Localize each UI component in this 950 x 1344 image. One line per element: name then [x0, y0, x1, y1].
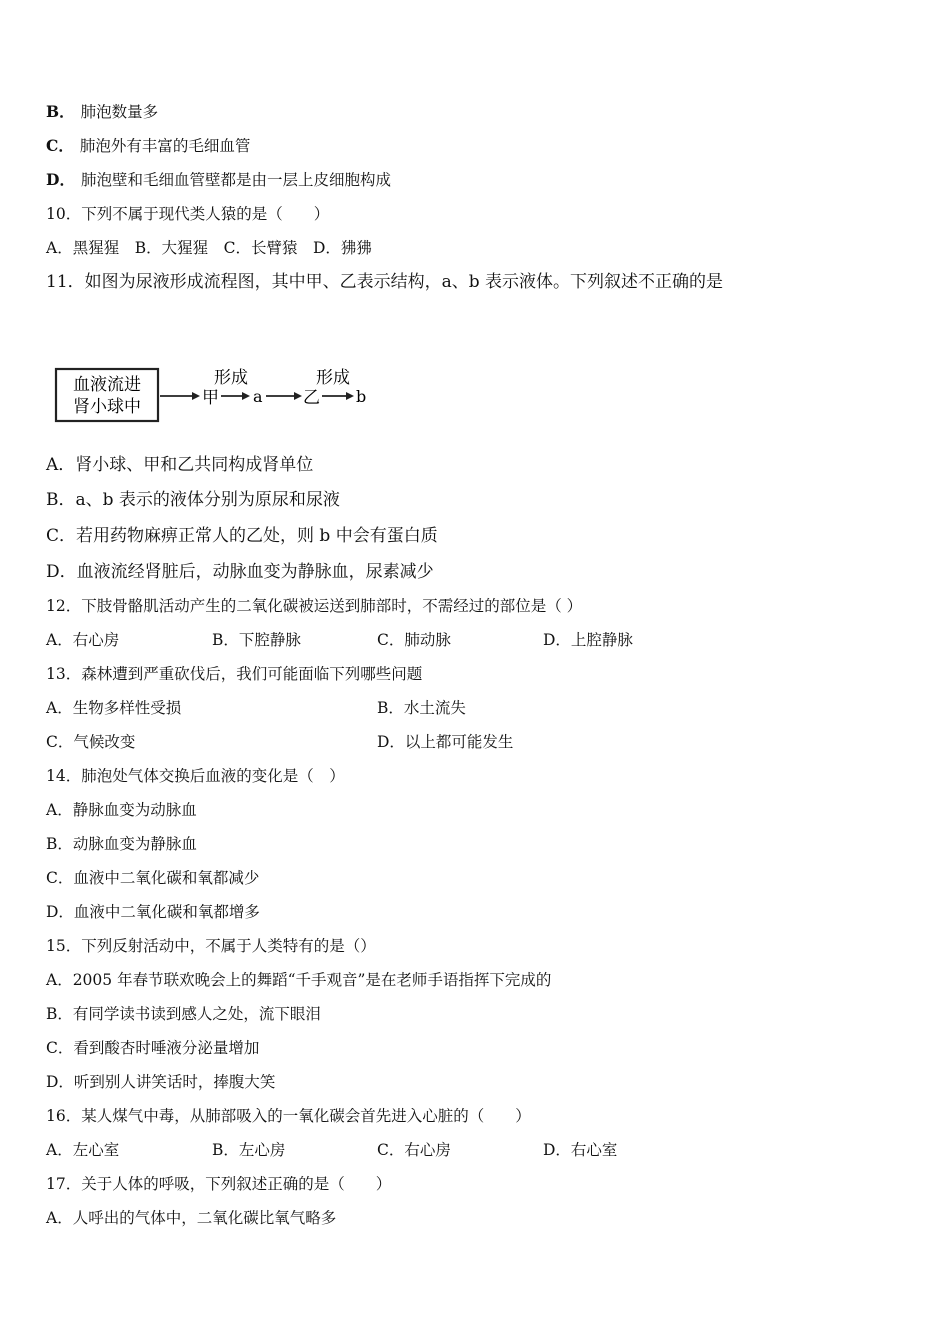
arrow-3-head: [294, 392, 302, 400]
q11-option-b: B．a、b 表示的液体分别为原尿和尿液: [46, 490, 340, 510]
q14-option-c: C．血液中二氧化碳和氧都减少: [46, 869, 260, 887]
q12-options: [46, 630, 906, 650]
q13-options-row1: [46, 698, 906, 718]
q13-options-row2: [46, 732, 906, 752]
q14-option-a: A．静脉血变为动脉血: [46, 801, 197, 819]
q15-option-c: C．看到酸杏时唾液分泌量增加: [46, 1039, 260, 1057]
q9-option-d: [46, 170, 391, 190]
q11-option-d: D．血液流经肾脏后，动脉血变为静脉血，尿素减少: [46, 562, 434, 582]
q15-stem: 15．下列反射活动中，不属于人类特有的是（）: [46, 937, 376, 955]
diagram-jia: 甲: [202, 388, 219, 408]
arrow-2-head: [242, 392, 250, 400]
diagram-form-2: 形成: [316, 368, 350, 388]
q13-option-b: B．水土流失: [377, 699, 466, 717]
q11-option-c: C．若用药物麻痹正常人的乙处，则 b 中会有蛋白质: [46, 526, 438, 546]
q13-option-d: D．以上都可能发生: [377, 733, 514, 751]
q14-option-b: B．动脉血变为静脉血: [46, 835, 197, 853]
q9-option-d-label: D．: [46, 170, 75, 189]
q12-option-b: B．下腔静脉: [212, 631, 301, 649]
q17-stem: 17．关于人体的呼吸，下列叙述正确的是（ ）: [46, 1175, 392, 1193]
q13-option-a: A．生物多样性受损: [46, 699, 182, 717]
q13-option-c: C．气候改变: [46, 733, 136, 751]
q16-option-d: D．右心室: [543, 1141, 618, 1159]
q9-option-b-label: B．: [46, 102, 75, 121]
diagram-yi: 乙: [303, 388, 320, 408]
q12-option-c: C．肺动脉: [377, 631, 451, 649]
q9-option-c-text: 肺泡外有丰富的毛细血管: [79, 137, 251, 155]
q13-stem: 13．森林遭到严重砍伐后，我们可能面临下列哪些问题: [46, 665, 423, 683]
q12-option-d: D．上腔静脉: [543, 631, 633, 649]
diagram-form-1: 形成: [214, 368, 248, 388]
arrow-1-head: [192, 392, 200, 400]
q9-option-d-text: 肺泡壁和毛细血管壁都是由一层上皮细胞构成: [80, 171, 391, 189]
q16-option-b: B．左心房: [212, 1141, 286, 1159]
q16-option-c: C．右心房: [377, 1141, 451, 1159]
q12-option-a: A．右心房: [46, 631, 120, 649]
urine-formation-diagram-svg: [44, 345, 384, 433]
q10-stem: 10．下列不属于现代类人猿的是（ ）: [46, 205, 330, 223]
q16-stem: 16．某人煤气中毒，从肺部吸入的一氧化碳会首先进入心脏的（ ）: [46, 1107, 531, 1125]
urine-formation-diagram: [44, 345, 384, 433]
q9-option-c-label: C．: [46, 136, 74, 155]
diagram-box-line1: 血液流进: [73, 375, 141, 395]
diagram-b: b: [356, 387, 367, 406]
q9-option-b-text: 肺泡数量多: [80, 103, 159, 121]
q11-stem: 11．如图为尿液形成流程图，其中甲、乙表示结构，a、b 表示液体。下列叙述不正确的是: [46, 272, 724, 292]
q15-option-d: D．听到别人讲笑话时，捧腹大笑: [46, 1073, 276, 1091]
q15-option-a: A．2005 年春节联欢晚会上的舞蹈“千手观音”是在老师手语指挥下完成的: [46, 971, 552, 989]
q9-option-b: [46, 102, 158, 122]
diagram-a: a: [253, 387, 263, 406]
diagram-box-line2: 肾小球中: [73, 397, 141, 417]
q17-option-a: A．人呼出的气体中，二氧化碳比氧气略多: [46, 1209, 337, 1227]
q16-options: [46, 1140, 906, 1160]
q14-option-d: D．血液中二氧化碳和氧都增多: [46, 903, 260, 921]
arrow-4-head: [346, 392, 354, 400]
q11-option-a: A．肾小球、甲和乙共同构成肾单位: [46, 455, 314, 475]
q12-stem: 12．下肢骨骼肌活动产生的二氧化碳被运送到肺部时，不需经过的部位是（ ）: [46, 597, 583, 615]
q15-option-b: B．有同学读书读到感人之处，流下眼泪: [46, 1005, 321, 1023]
q9-option-c: [46, 136, 250, 156]
q16-option-a: A．左心室: [46, 1141, 120, 1159]
q10-options: A．黑猩猩 B．大猩猩 C．长臂猿 D．狒狒: [46, 239, 372, 257]
q14-stem: 14．肺泡处气体交换后血液的变化是（ ）: [46, 767, 345, 785]
